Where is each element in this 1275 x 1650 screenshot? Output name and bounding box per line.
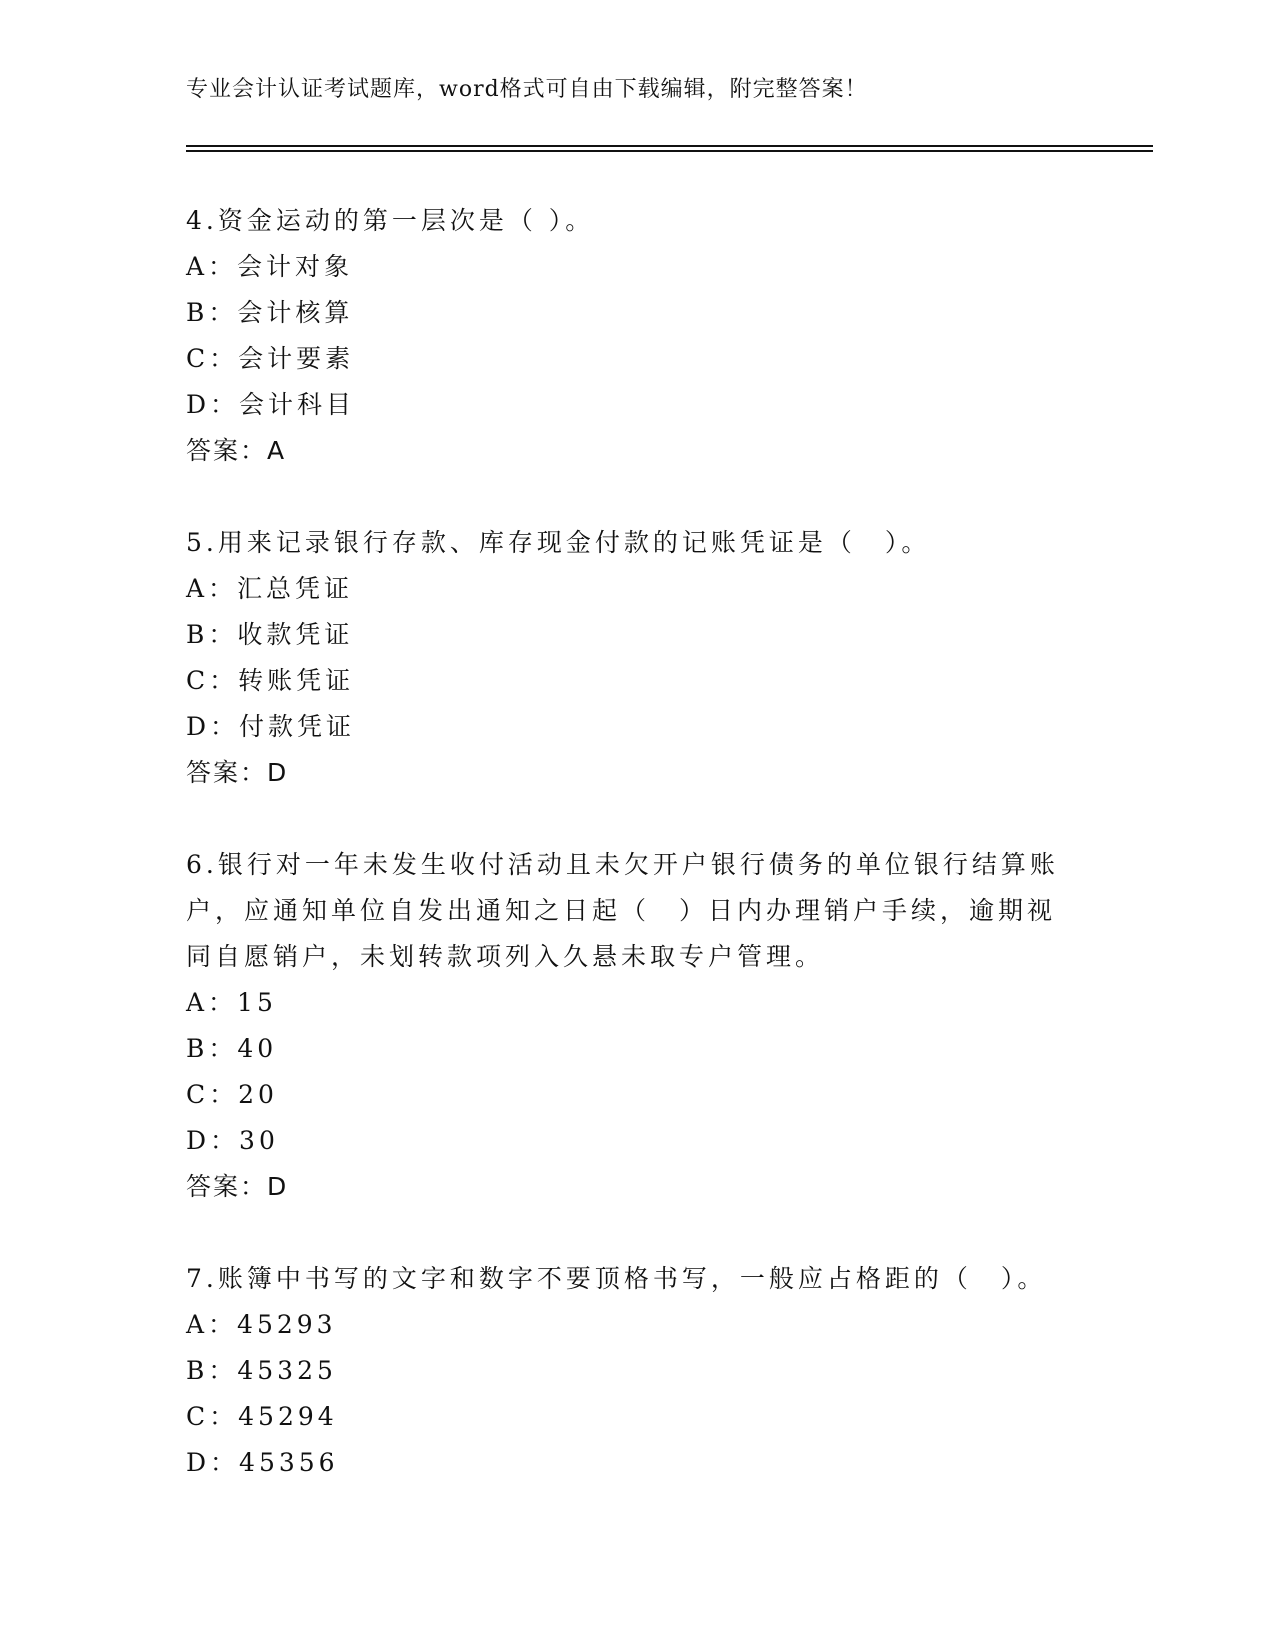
option-c: C：转账凭证 bbox=[186, 666, 355, 695]
question-4 bbox=[186, 198, 1066, 474]
option-b: B：40 bbox=[186, 1034, 278, 1063]
option-b: B：收款凭证 bbox=[186, 620, 354, 649]
question-6 bbox=[186, 842, 1066, 1210]
option-a: A：汇总凭证 bbox=[186, 574, 354, 603]
option-c: C：会计要素 bbox=[186, 344, 355, 373]
header-rule-bottom bbox=[186, 150, 1153, 152]
option-b: B：会计核算 bbox=[186, 298, 354, 327]
question-stem: 7.账簿中书写的文字和数字不要顶格书写，一般应占格距的（ ）。 bbox=[186, 1264, 1047, 1293]
question-stem-line-3: 同自愿销户，未划转款项列入久悬未取专户管理。 bbox=[186, 942, 825, 971]
answer: 答案：D bbox=[186, 1172, 289, 1201]
option-a: A：会计对象 bbox=[186, 252, 354, 281]
option-c: C：45294 bbox=[186, 1402, 338, 1431]
option-b: B：45325 bbox=[186, 1356, 337, 1385]
page-header: 专业会计认证考试题库，word格式可自由下载编辑，附完整答案！ bbox=[186, 77, 868, 102]
option-d: D：会计科目 bbox=[186, 390, 356, 419]
option-a: A：45293 bbox=[186, 1310, 337, 1339]
question-stem-line-2: 户，应通知单位自发出通知之日起（ ）日内办理销户手续，逾期视 bbox=[186, 896, 1057, 925]
answer: 答案：A bbox=[186, 436, 287, 465]
question-5 bbox=[186, 520, 1066, 796]
option-a: A：15 bbox=[186, 988, 277, 1017]
option-d: D：付款凭证 bbox=[186, 712, 356, 741]
answer: 答案：D bbox=[186, 758, 289, 787]
question-stem: 5.用来记录银行存款、库存现金付款的记账凭证是（ ）。 bbox=[186, 528, 931, 557]
question-stem-line-1: 6.银行对一年未发生收付活动且未欠开户银行债务的单位银行结算账 bbox=[186, 850, 1059, 879]
question-7 bbox=[186, 1256, 1066, 1486]
question-stem: 4.资金运动的第一层次是（ ）。 bbox=[186, 206, 595, 235]
header-rule-top bbox=[186, 145, 1153, 147]
option-d: D：45356 bbox=[186, 1448, 339, 1477]
option-c: C：20 bbox=[186, 1080, 278, 1109]
option-d: D：30 bbox=[186, 1126, 279, 1155]
